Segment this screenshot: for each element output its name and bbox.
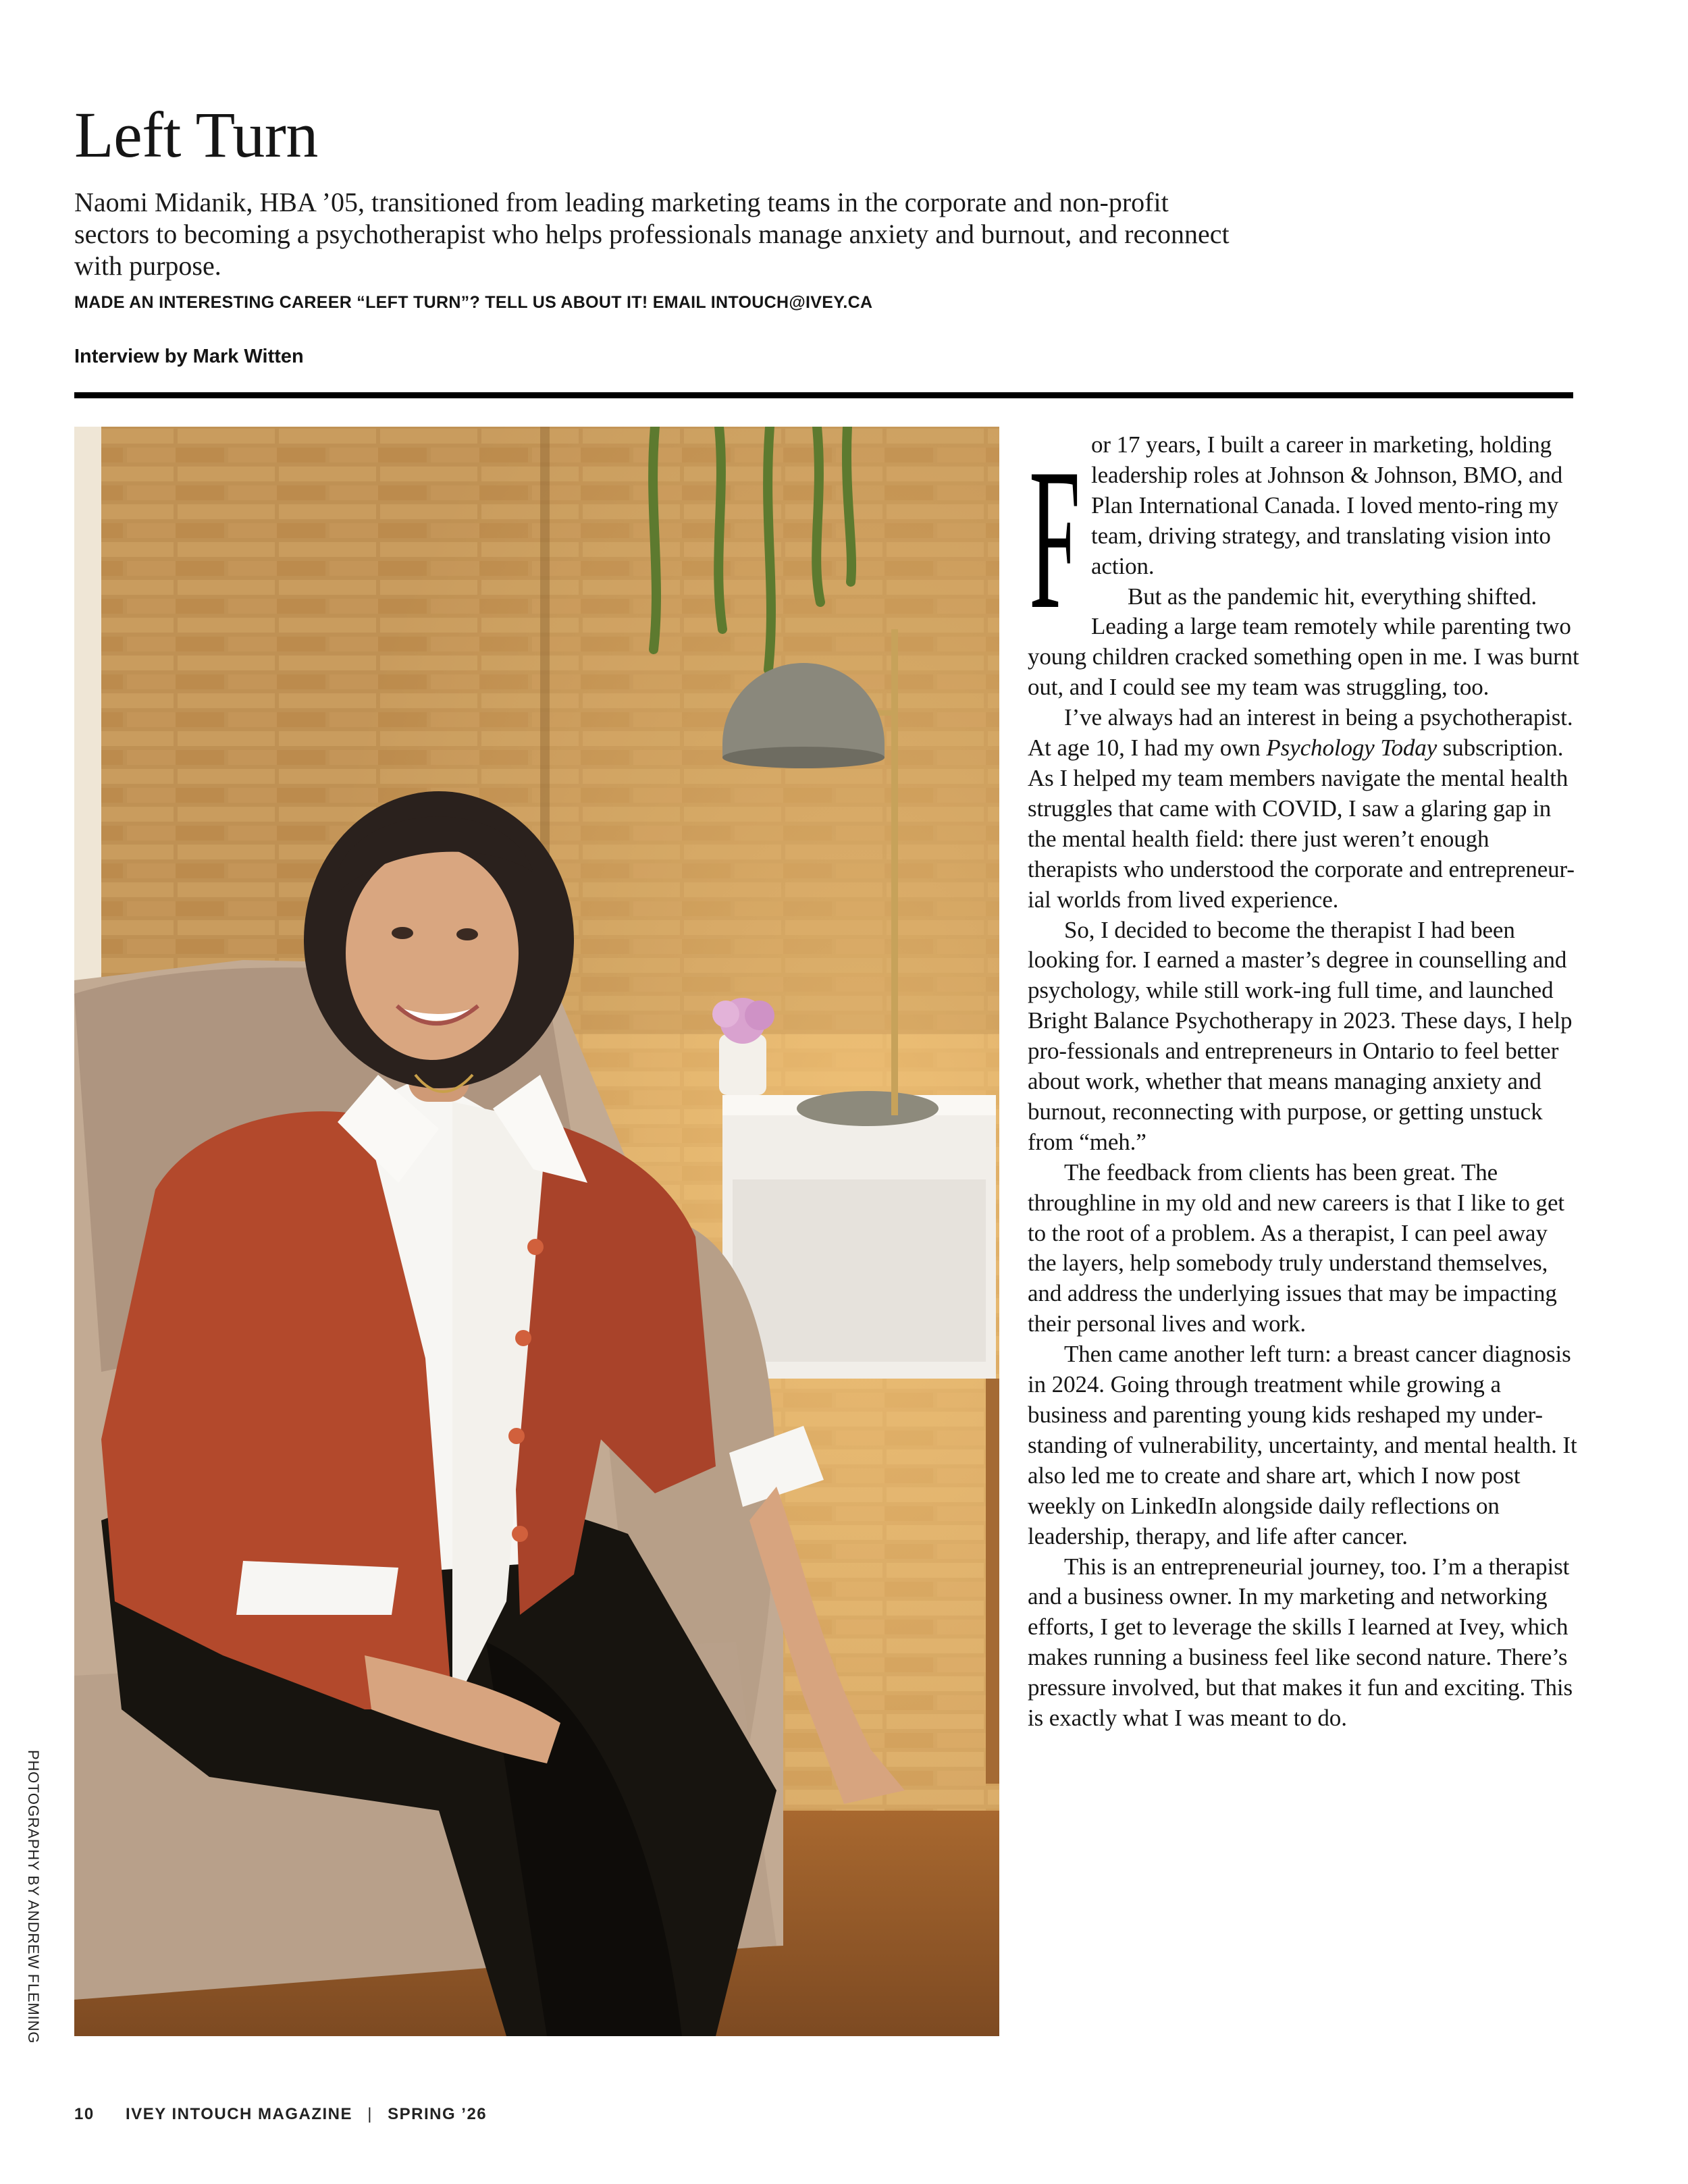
paragraph-3-text-a: I’ve always had an interest in being a psychotherapist. At age 10, I had my own — [1028, 704, 1573, 762]
drop-cap-letter: F — [1029, 437, 1080, 612]
drop-cap — [1028, 437, 1082, 612]
paragraph-3-text-b: subscription. As I helped my team members navigate the mental health struggles that came with COVID, I saw a glaring gap in the mental health field: there just weren’t enough therapists who understood the corporate and entrepreneur-ial worlds from lived experience. — [1028, 735, 1575, 913]
paragraph-2: But as the pandemic hit, everything shifted. Leading a large team remotely while parenting two young children cracked something open in me. I was burnt out, and I could see my team was struggling, too. — [1028, 583, 1579, 701]
paragraph-5: The feedback from clients has been great. The throughline in my old and new careers is that I like to get to the root of a problem. As a therapist, I can peel away the layers, help somebody truly understand themselves, and address the underlying issues that may be impacting their personal lives and work. — [1028, 1158, 1564, 1337]
publication-name: IVEY INTOUCH MAGAZINE — [126, 2105, 353, 2123]
portrait-photo — [74, 427, 999, 2036]
paragraph-3 — [1028, 703, 1580, 915]
paragraph-1-text: or 17 years, I built a career in marketing, holding leadership roles at Johnson & Johnson, BMO, and Plan International Canada. I loved mento-ring my team, driving strategy, and translating vision into action. — [1091, 431, 1563, 579]
footer-separator: | — [367, 2105, 373, 2123]
byline: Interview by Mark Witten — [74, 346, 304, 367]
photo-credit: PHOTOGRAPHY BY ANDREW FLEMING — [25, 1750, 42, 2044]
article-title: Left Turn — [74, 99, 318, 171]
paragraph-1 — [1028, 430, 1580, 612]
article-body — [1028, 430, 1580, 1734]
paragraph-6: Then came another left turn: a breast cancer diagnosis in 2024. Going through treatment while growing a business and parenting young kids reshaped my under-standing of vulnerability, uncertainty, and mental health. It also led me to create and share art, which I now post weekly on LinkedIn alongside daily reflections on leadership, therapy, and life after cancer. — [1028, 1341, 1577, 1549]
issue-date: SPRING ’26 — [388, 2105, 487, 2123]
paragraph-7: This is an entrepreneurial journey, too. I’m a therapist and a business owner. In my marketing and networking efforts, I get to leverage the skills I learned at Ivey, which makes running a business feel like second nature. There’s pressure involved, but that makes it fun and exciting. This is exactly what I was meant to do. — [1028, 1553, 1573, 1732]
page-number: 10 — [74, 2105, 95, 2123]
header-rule — [74, 392, 1573, 398]
submission-callout: MADE AN INTERESTING CAREER “LEFT TURN”? TELL US ABOUT IT! EMAIL INTOUCH@IVEY.CA — [74, 293, 873, 312]
paragraph-4: So, I decided to become the therapist I had been looking for. I earned a master’s degree in counselling and psychology, while still work-ing full time, and launched Bright Balance Psychotherapy in 2023. These days, I help pro-fessionals and entrepreneurs in Ontario to feel better about work, whether that means managing anxiety and burnout, reconnecting with purpose, or getting unstuck from “meh.” — [1028, 916, 1573, 1155]
publication-title: Psychology Today — [1266, 735, 1438, 762]
article-dek: Naomi Midanik, HBA ’05, transitioned from leading marketing teams in the corporate and non-profit sectors to becoming a psychotherapist who helps professionals manage anxiety and burnout, and reconnect with purpose. — [74, 187, 1230, 281]
page-footer — [74, 2105, 487, 2124]
